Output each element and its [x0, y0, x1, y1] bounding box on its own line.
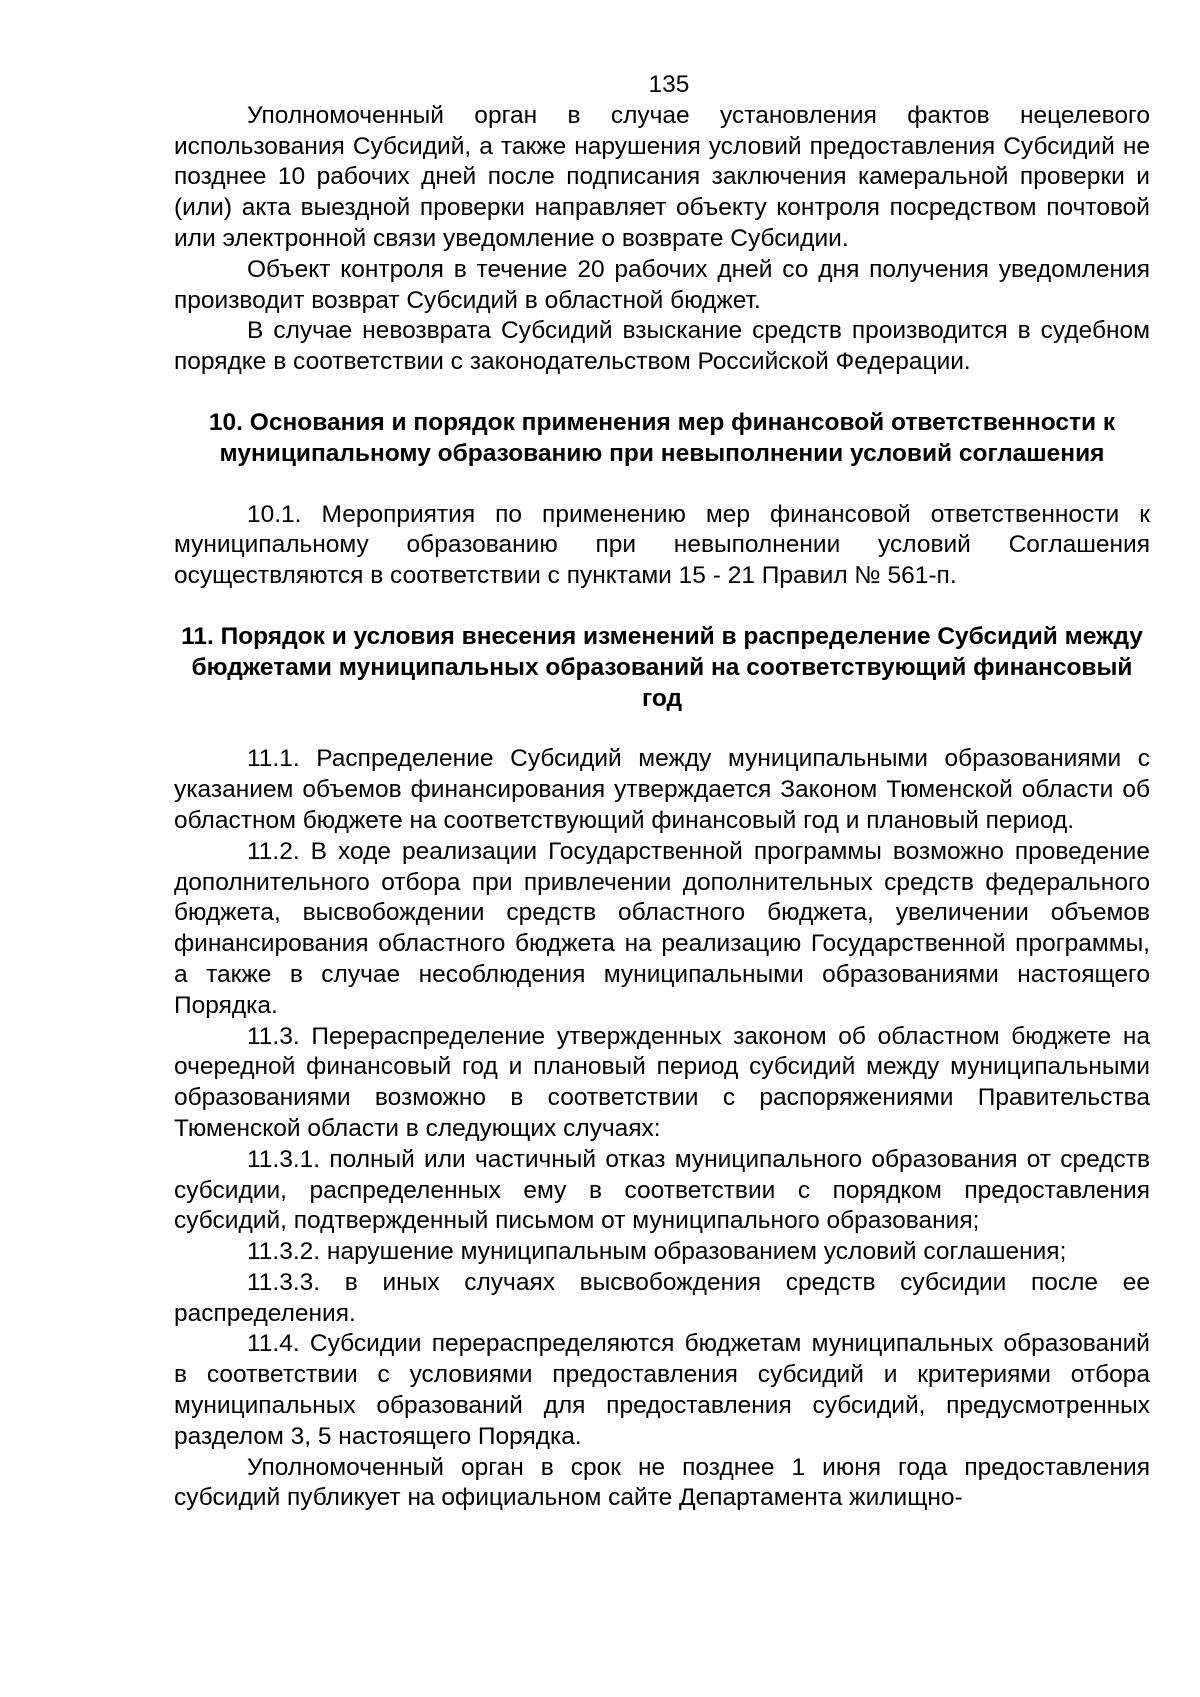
paragraph-11-3-1: 11.3.1. полный или частичный отказ муниципального образования от средств субсидии, распределенных ему в соответствии с порядком предоставления субсидий, подтвержденный письмом от муниципального образования; [174, 1145, 1150, 1235]
section-heading-11: 11. Порядок и условия внесения изменений в распределение Субсидий между бюджетами муниципальных образований на соответствующий финансовый год [181, 622, 1143, 712]
page-number: 135 [648, 71, 690, 98]
paragraph-publication: Уполномоченный орган в срок не позднее 1 июня года предоставления субсидий публикует на официальном сайте Департамента жилищно- [174, 1453, 1150, 1512]
paragraph-notice-return: Уполномоченный орган в случае установления фактов нецелевого использования Субсидий, а также нарушения условий предоставления Субсидий не позднее 10 рабочих дней после подписания заключения камеральной проверки и (или) акта выездной проверки направляет объекту контроля посредством почтовой или электронной связи уведомление о возврате Субсидии. [174, 101, 1150, 252]
paragraph-court-recovery: В случае невозврата Субсидий взыскание средств производится в судебном порядке в соответствии с законодательством Российской Федерации. [174, 317, 1150, 376]
document-page [174, 70, 1150, 1514]
paragraph-10-1: 10.1. Мероприятия по применению мер финансовой ответственности к муниципальному образованию при невыполнении условий Соглашения осуществляются в соответствии с пунктами 15 - 21 Правил № 561-п. [174, 500, 1150, 590]
paragraph-11-1: 11.1. Распределение Субсидий между муниципальными образованиями с указанием объемов финансирования утверждается Законом Тюменской области об областном бюджете на соответствующий финансовый год и плановый период. [174, 745, 1150, 834]
paragraph-11-4: 11.4. Субсидии перераспределяются бюджетам муниципальных образований в соответствии с условиями предоставления субсидий и критериями отбора муниципальных образований для предоставления субсидий, предусмотренных разделом 3, 5 настоящего Порядка. [174, 1330, 1150, 1450]
section-heading-10: 10. Основания и порядок применения мер финансовой ответственности к муниципальному образованию при невыполнении условий соглашения [208, 408, 1116, 467]
paragraph-11-2: 11.2. В ходе реализации Государственной программы возможно проведение дополнительного отбора при привлечении дополнительных средств федерального бюджета, высвобождении средств областного бюджета, увеличении объемов финансирования областного бюджета на реализацию Государственной программы, а также в случае несоблюдения муниципальными образованиями настоящего Порядка. [174, 837, 1150, 1019]
paragraph-return-deadline: Объект контроля в течение 20 рабочих дней со дня получения уведомления производит возврат Субсидий в областной бюджет. [174, 255, 1150, 314]
paragraph-11-3: 11.3. Перераспределение утвержденных законом об областном бюджете на очередной финансовый год и плановый период субсидий между муниципальными образованиями возможно в соответствии с распоряжениями Правительства Тюменской области в следующих случаях: [174, 1022, 1150, 1142]
paragraph-11-3-2: 11.3.2. нарушение муниципальным образованием условий соглашения; [247, 1238, 1067, 1266]
paragraph-11-3-3: 11.3.3. в иных случаях высвобождения средств субсидии после ее распределения. [174, 1268, 1150, 1327]
